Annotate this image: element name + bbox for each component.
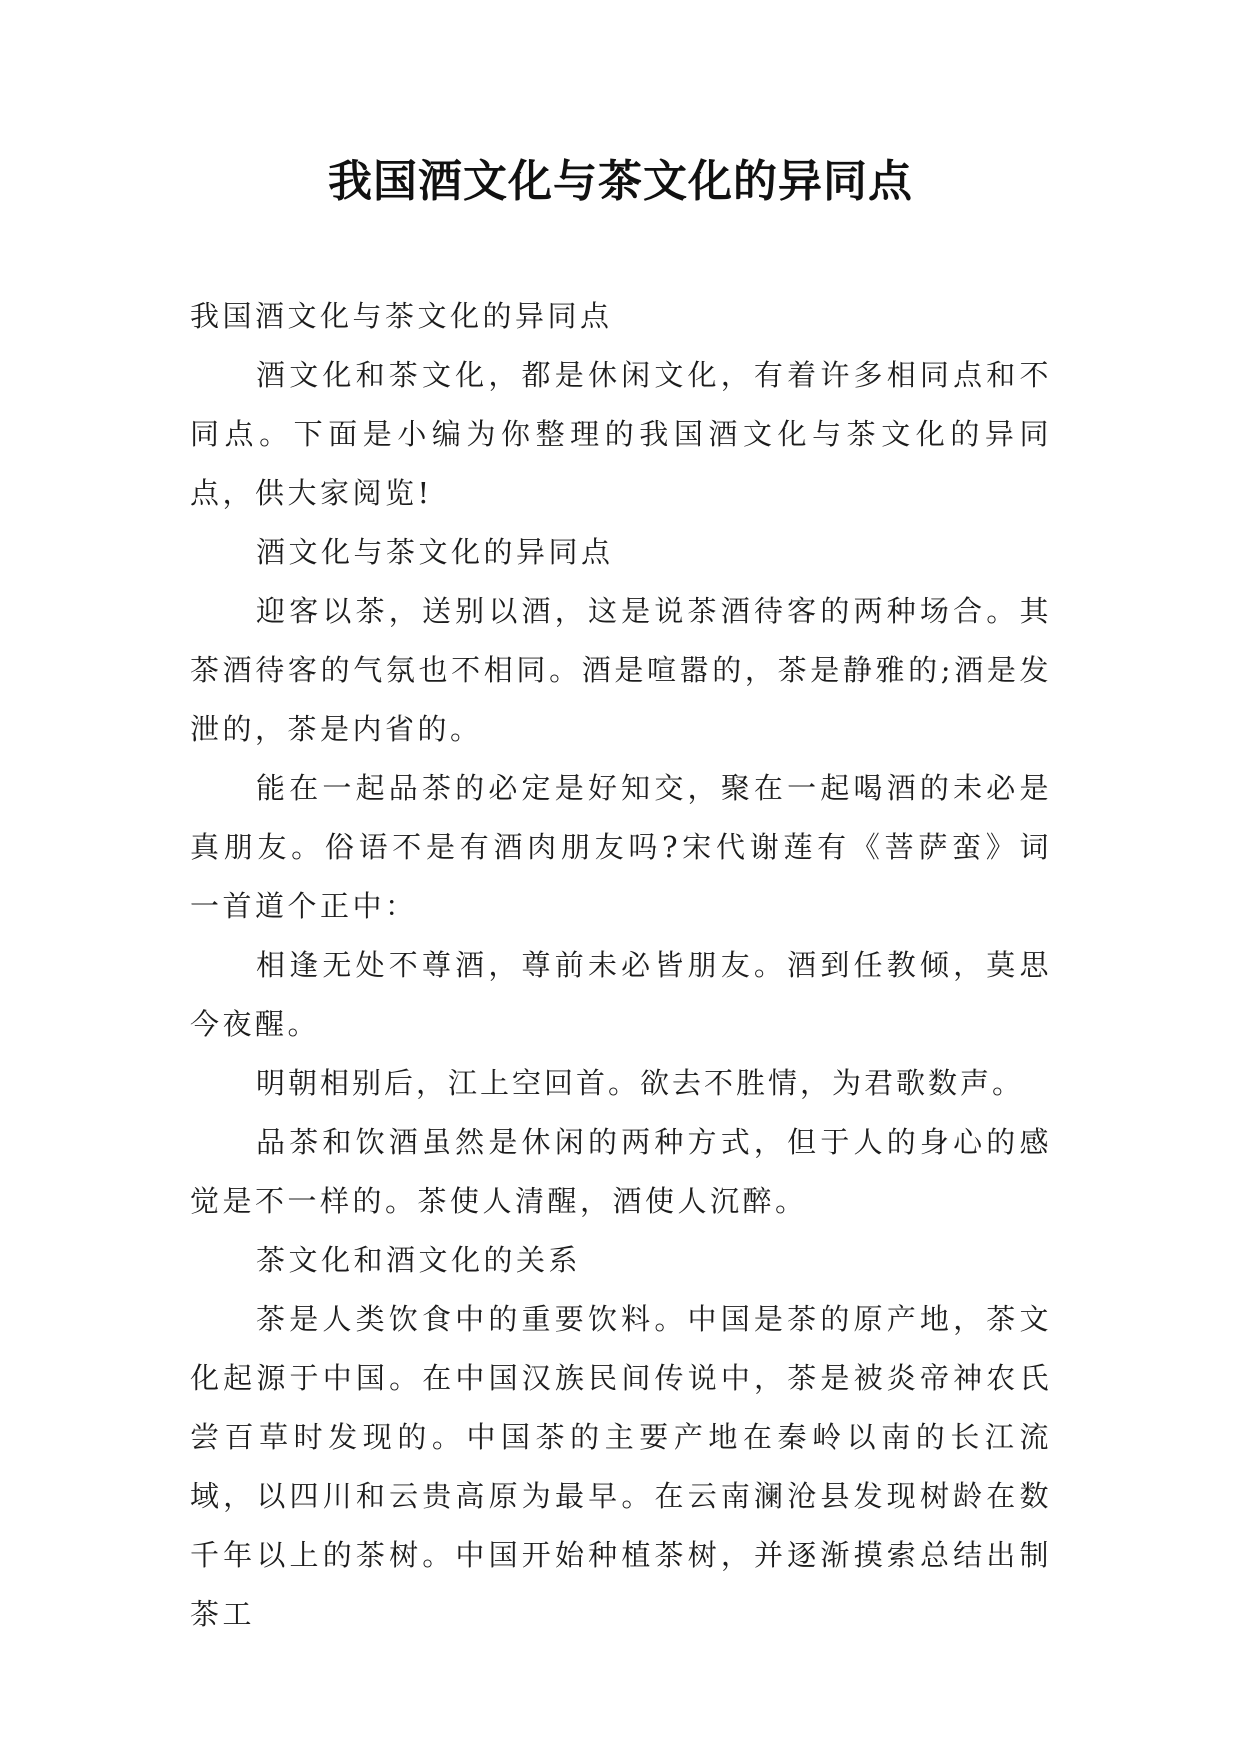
poem-line-2: 明朝相别后，江上空回首。欲去不胜情，为君歌数声。 — [256, 1066, 1025, 1100]
document-title: 我国酒文化与茶文化的异同点 — [328, 156, 913, 207]
paragraph-intro: 酒文化和茶文化，都是休闲文化，有着许多相同点和不同点。下面是小编为你整理的我国酒文化与茶文化的异同点，供大家阅览! — [190, 358, 1052, 510]
paragraph-subtitle: 我国酒文化与茶文化的异同点 — [190, 299, 613, 333]
poem-line-1: 相逢无处不尊酒，尊前未必皆朋友。酒到任教倾，莫思今夜醒。 — [190, 948, 1052, 1041]
paragraph-hosting: 迎客以茶，送别以酒，这是说茶酒待客的两种场合。其茶酒待客的气氛也不相同。酒是喧嚣的，茶是静雅的;酒是发泄的，茶是内省的。 — [190, 594, 1052, 746]
paragraph-tea-origin: 茶是人类饮食中的重要饮料。中国是茶的原产地，茶文化起源于中国。在中国汉族民间传说中，茶是被炎帝神农氏尝百草时发现的。中国茶的主要产地在秦岭以南的长江流域，以四川和云贵高原为最早。在云南澜沧县发现树龄在数千年以上的茶树。中国开始种植茶树，并逐渐摸索总结出制茶工 — [190, 1302, 1052, 1631]
paragraph-friends: 能在一起品茶的必定是好知交，聚在一起喝酒的未必是真朋友。俗语不是有酒肉朋友吗?宋代谢莲有《菩萨蛮》词一首道个正中： — [190, 771, 1052, 923]
section-heading-relationship: 茶文化和酒文化的关系 — [256, 1243, 582, 1277]
section-heading-similarities: 酒文化与茶文化的异同点 — [256, 535, 614, 569]
document-body — [190, 287, 1052, 1644]
paragraph-feeling: 品茶和饮酒虽然是休闲的两种方式，但于人的身心的感觉是不一样的。茶使人清醒，酒使人沉醉。 — [190, 1125, 1052, 1218]
